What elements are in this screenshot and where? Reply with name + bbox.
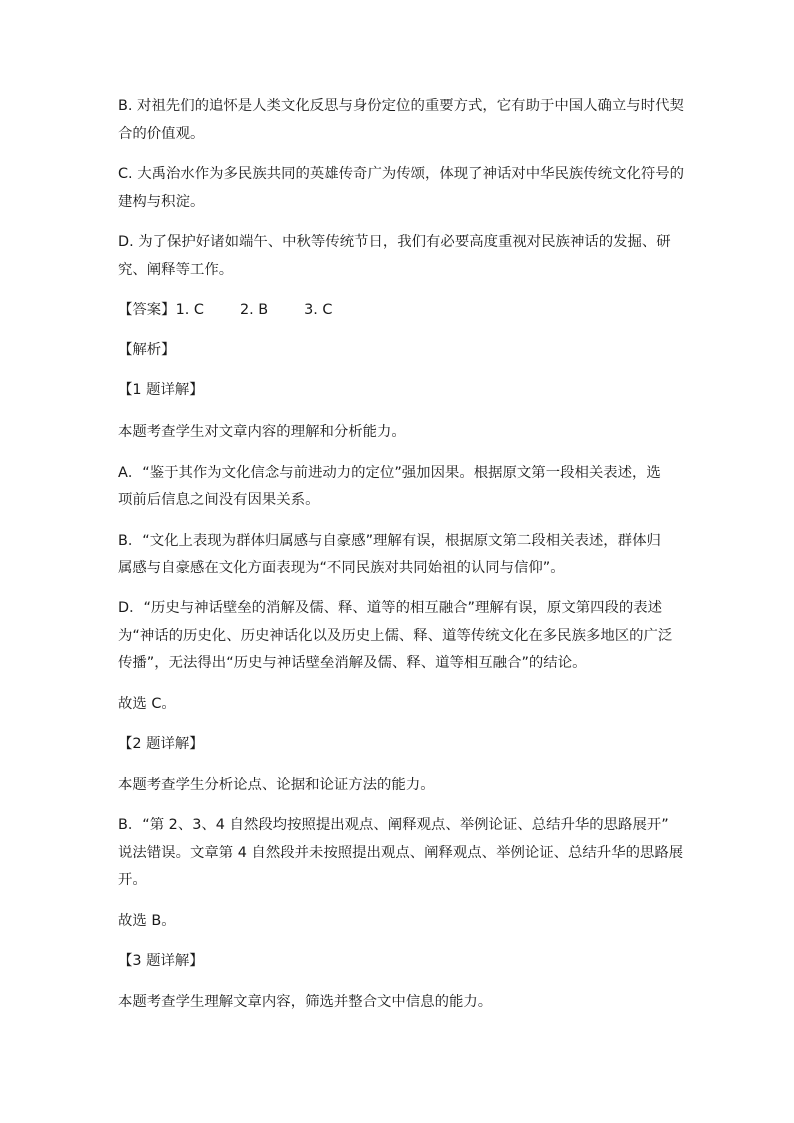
option-d-line-2: 究、阐释等工作。	[118, 262, 234, 278]
q1-heading: 【1 题详解】	[118, 382, 204, 398]
answer-item: 3. C	[304, 302, 333, 318]
q1-b-line-2: 属感与自豪感在文化方面表现为“不同民族对共同始祖的认同与信仰”。	[118, 560, 565, 576]
q3-intro: 本题考查学生理解文章内容，筛选并整合文中信息的能力。	[118, 994, 493, 1010]
answer-label: 【答案】	[118, 302, 176, 318]
q2-b-line-2: 说法错误。文章第 4 自然段并未按照提出观点、阐释观点、举例论证、总结升华的思路展	[118, 845, 684, 861]
q1-d-line-2: 为“神话的历史化、历史神话化以及历史上儒、释、道等传统文化在多民族多地区的广泛	[118, 628, 673, 644]
q2-b-line-3: 开。	[118, 872, 147, 888]
option-c-line-2: 建构与积淀。	[118, 194, 205, 210]
q1-d-line-3: 传播”，无法得出“历史与神话壁垒消解及儒、释、道等相互融合”的结论。	[118, 655, 587, 671]
option-b-line-1: B. 对祖先们的追怀是人类文化反思与身份定位的重要方式，它有助于中国人确立与时代契	[118, 98, 684, 114]
answer-item: 1. C	[175, 302, 204, 318]
q1-a-line-2: 项前后信息之间没有因果关系。	[118, 492, 320, 508]
q2-b-line-1: B．“第 2、3、4 自然段均按照提出观点、阐释观点、举例论证、总结升华的思路展开”	[118, 817, 669, 833]
analysis-label: 【解析】	[118, 342, 176, 358]
answer-item: 2. B	[239, 302, 269, 318]
q1-b-line-1: B．“文化上表现为群体归属感与自豪感”理解有误，根据原文第二段相关表述，群体归	[118, 533, 661, 549]
option-b-line-2: 合的价值观。	[118, 126, 205, 142]
answer-row	[118, 300, 332, 320]
option-c-line-1: C. 大禹治水作为多民族共同的英雄传奇广为传颂，体现了神话对中华民族传统文化符号的	[118, 166, 685, 182]
q1-conclusion: 故选 C。	[118, 696, 176, 712]
q1-intro: 本题考查学生对文章内容的理解和分析能力。	[118, 424, 406, 440]
q1-a-line-1: A．“鉴于其作为文化信念与前进动力的定位”强加因果。根据原文第一段相关表述，选	[118, 465, 661, 481]
q3-heading: 【3 题详解】	[118, 953, 204, 969]
option-d-line-1: D. 为了保护好诸如端午、中秋等传统节日，我们有必要高度重视对民族神话的发掘、研	[118, 234, 671, 250]
q2-intro: 本题考查学生分析论点、论据和论证方法的能力。	[118, 777, 435, 793]
q1-d-line-1: D．“历史与神话壁垒的消解及儒、释、道等的相互融合”理解有误，原文第四段的表述	[118, 600, 663, 616]
q2-conclusion: 故选 B。	[118, 913, 176, 929]
q2-heading: 【2 题详解】	[118, 736, 204, 752]
